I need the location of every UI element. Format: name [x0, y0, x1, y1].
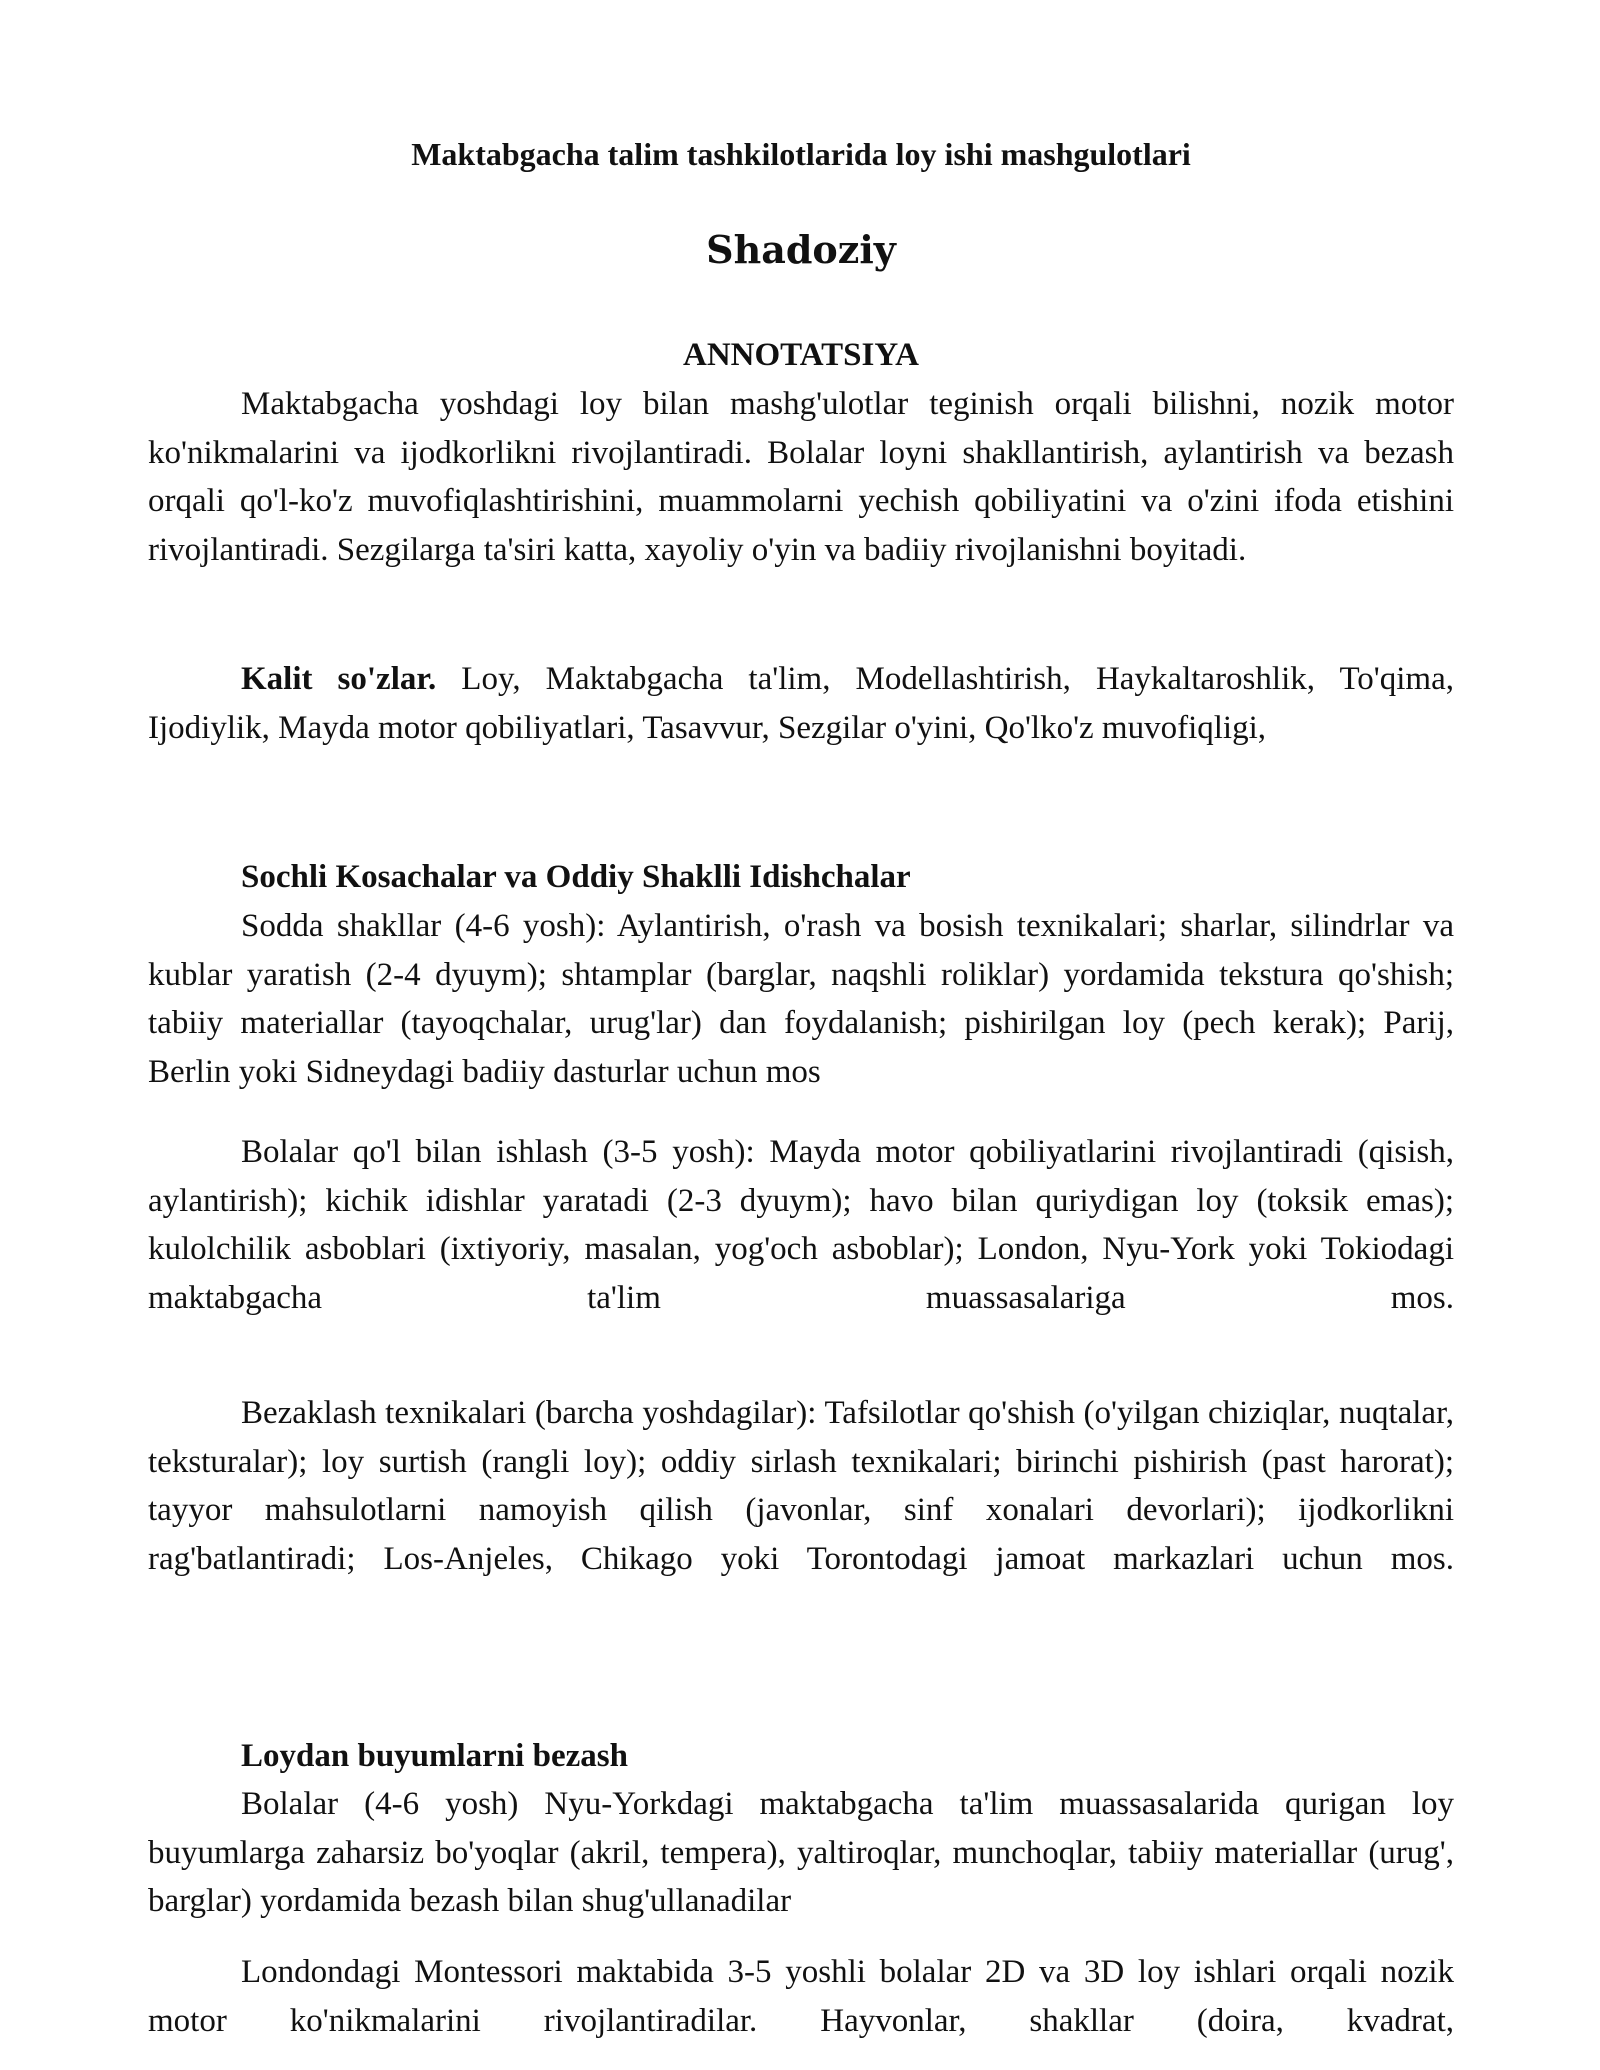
section2-heading: Loydan buyumlarni bezash: [241, 1738, 628, 1774]
section1-paragraph-2: Bolalar qo'l bilan ishlash (3-5 yosh): Mayda motor qobiliyatlarini rivojlantiradi (qisish, aylantirish); kichik idishlar yaratadi (2-3 dyuym); havo bilan quriydigan loy (toksik emas); kulolchilik asboblari (ixtiyoriy, masalan, yog'och asboblar); London, Nyu-York yoki Tokiodagi maktabgacha ta'lim muassasalariga mos.: [148, 1134, 1454, 1316]
section2-paragraph-2: Londondagi Montessori maktabida 3-5 yoshli bolalar 2D va 3D loy ishlari orqali nozik motor ko'nikmalarini rivojlantiradilar. Hayvonlar, shakllar (doira, kvadrat,: [148, 1954, 1454, 2039]
section1-paragraph-1: Sodda shakllar (4-6 yosh): Aylantirish, o'rash va bosish texnikalari; sharlar, silindrlar va kublar yaratish (2-4 dyuym); shtamplar (barglar, naqshli roliklar) yordamida tekstura qo'shish; tabiiy materiallar (tayoqchalar, urug'lar) dan foydalanish; pishirilgan loy (pech kerak); Parij, Berlin yoki Sidneydagi badiiy dasturlar uchun mos: [148, 908, 1454, 1090]
annotation-heading: ANNOTATSIYA: [683, 337, 919, 373]
author-name: Shadoziy: [706, 227, 896, 272]
section1-heading: Sochli Kosachalar va Oddiy Shaklli Idishchalar: [241, 859, 911, 895]
document-title: Maktabgacha talim tashkilotlarida loy ishi mashgulotlari: [411, 136, 1191, 172]
section2-paragraph-1: Bolalar (4-6 yosh) Nyu-Yorkdagi maktabgacha ta'lim muassasalarida qurigan loy buyumlarga zaharsiz bo'yoqlar (akril, tempera), yaltiroqlar, munchoqlar, tabiiy materiallar (urug', barglar) yordamida bezash bilan shug'ullanadilar: [148, 1786, 1454, 1919]
annotation-paragraph: Maktabgacha yoshdagi loy bilan mashg'ulotlar teginish orqali bilishni, nozik motor ko'nikmalarini va ijodkorlikni rivojlantiradi. Bolalar loyni shakllantirish, aylantirish va bezash orqali qo'l-ko'z muvofiqlashtirishini, muammolarni yechish qobiliyatini va o'zini ifoda etishini rivojlantiradi. Sezgilarga ta'siri katta, xayoliy o'yin va badiiy rivojlanishni boyitadi.: [148, 386, 1454, 568]
keywords-paragraph: [148, 655, 1454, 752]
keywords-label: Kalit so'zlar.: [241, 661, 437, 697]
keywords-text: Loy, Maktabgacha ta'lim, Modellashtirish, Haykaltaroshlik, To'qima, Ijodiylik, Mayda motor qobiliyatlari, Tasavvur, Sezgilar o'yini, Qo'lko'z muvofiqligi,: [148, 661, 1454, 746]
section1-paragraph-3: Bezaklash texnikalari (barcha yoshdagilar): Tafsilotlar qo'shish (o'yilgan chiziqlar, nuqtalar, teksturalar); loy surtish (rangli loy); oddiy sirlash texnikalari; birinchi pishirish (past harorat); tayyor mahsulotlarni namoyish qilish (javonlar, sinf xonalari devorlari); ijodkorlikni rag'batlantiradi; Los-Anjeles, Chikago yoki Torontodagi jamoat markazlari uchun mos.: [148, 1395, 1454, 1577]
